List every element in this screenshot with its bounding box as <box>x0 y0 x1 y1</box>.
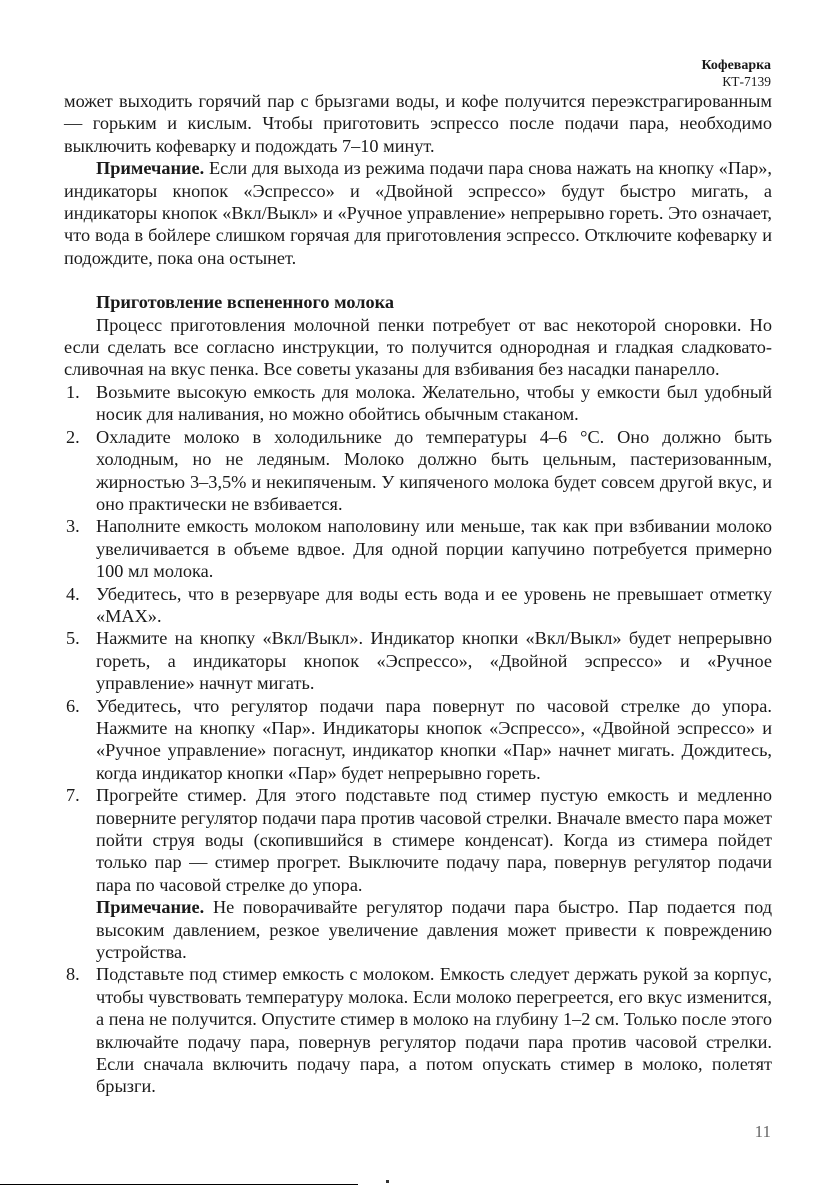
list-item <box>64 381 772 426</box>
step-text: Наполните емкость молоком наполовину или меньше, так как при взбивании молоко увеличивается в объеме вдвое. Для одной порции капучино потребуется примерно 100 мл молока. <box>96 516 772 582</box>
step-number: 8. <box>66 964 80 985</box>
page-number: 11 <box>754 1122 771 1141</box>
step-text: Подставьте под стимер емкость с молоком. Емкость следует держать рукой за корпус, чтобы чувствовать температуру молока. Если молоко перегреется, его вкус изменится, а пена не получится. Опустите стимер в молоко на глубину 1–2 см. Только после этого включайте подачу пара, повернув регулятор подачи пара против часовой стрелки. Если сначала включить подачу пара, а потом опускать стимер в молоко, полетят брызги. <box>96 964 772 1097</box>
model-number: КТ-7139 <box>722 74 771 89</box>
steps-list <box>64 381 772 1098</box>
step-text: Охладите молоко в холодильнике до температуры 4–6 °С. Оно должно быть холодным, но не ледяным. Молоко должно быть цельным, пастеризованным, жирностью 3–3,5% и некипяченым. У кипяченого молока будет совсем другой вкус, и оно практически не взбивается. <box>96 426 772 514</box>
section-heading: Приготовление вспененного молока <box>96 292 395 313</box>
bottom-mark <box>386 1180 389 1183</box>
page-content <box>64 90 772 1098</box>
list-item <box>64 515 772 582</box>
step-text: Возьмите высокую емкость для молока. Желательно, чтобы у емкости был удобный носик для наливания, но можно обойтись обычным стаканом. <box>96 381 772 425</box>
note-text: Не поворачивайте регулятор подачи пара быстро. Пар подается под высоким давлением, резкое увеличение давления может привести к повреждению устройства. <box>96 897 772 963</box>
intro-continuation: может выходить горячий пар с брызгами воды, и кофе получится переэкстрагированным — горьким и кислым. Чтобы приготовить эспрессо после подачи пара, необходимо выключить кофеварку и подождать 7–10 минут. <box>64 91 772 156</box>
list-item <box>64 784 772 963</box>
product-name: Кофеварка <box>701 58 771 73</box>
step-number: 4. <box>66 583 80 604</box>
step-text: Убедитесь, что в резервуаре для воды есть вода и ее уровень не превышает отметку «MAX». <box>96 583 772 626</box>
list-item <box>64 627 772 694</box>
step-number: 3. <box>66 516 80 537</box>
list-item <box>64 963 772 1097</box>
step-number: 5. <box>66 628 80 649</box>
note-label: Примечание. <box>96 897 205 918</box>
step-text: Убедитесь, что регулятор подачи пара повернут по часовой стрелке до упора. Нажмите на кнопку «Пар». Индикаторы кнопок «Эспрессо», «Двойной эспрессо» и «Ручное управление» погаснут, индикатор кнопки «Пар» начнет мигать. Дождитесь, когда индикатор кнопки «Пар» будет непрерывно гореть. <box>96 695 772 783</box>
note-label: Примечание. <box>96 158 205 179</box>
step-number: 6. <box>66 695 80 716</box>
page-header <box>701 58 771 90</box>
list-item <box>64 426 772 516</box>
step-text: Нажмите на кнопку «Вкл/Выкл». Индикатор кнопки «Вкл/Выкл» будет непрерывно гореть, а индикаторы кнопок «Эспрессо», «Двойной эспрессо» и «Ручное управление» начнут мигать. <box>96 628 772 694</box>
step-note <box>96 896 772 963</box>
step-number: 7. <box>66 785 80 806</box>
list-item <box>64 583 772 628</box>
note-text: Если для выхода из режима подачи пара снова нажать на кнопку «Пар», индикаторы кнопок «Эспрессо» и «Двойной эспрессо» будут быстро мигать, а индикаторы кнопок «Вкл/Выкл» и «Ручное управление» непрерывно гореть. Это означает, что вода в бойлере слишком горячая для приготовления эспрессо. Отключите кофеварку и подождите, пока она остынет. <box>64 158 772 268</box>
step-number: 1. <box>66 381 80 402</box>
intro-note <box>64 157 772 269</box>
section-paragraph: Процесс приготовления молочной пенки потребует от вас некоторой сноровки. Но если сделать все согласно инструкции, то получится однородная и гладкая сладковато-сливочная на вкус пенка. Все советы указаны для взбивания без насадки панарелло. <box>64 314 772 380</box>
step-text: Прогрейте стимер. Для этого подставьте под стимер пустую емкость и медленно поверните регулятор подачи пара против часовой стрелки. Вначале вместо пара может пойти струя воды (скопившийся в стимере конденсат). Когда из стимера пойдет только пар — стимер прогрет. Выключите подачу пара, повернув регулятор подачи пара по часовой стрелке до упора. <box>96 785 772 895</box>
list-item <box>64 695 772 785</box>
bottom-divider <box>0 1184 358 1185</box>
step-number: 2. <box>66 426 80 447</box>
